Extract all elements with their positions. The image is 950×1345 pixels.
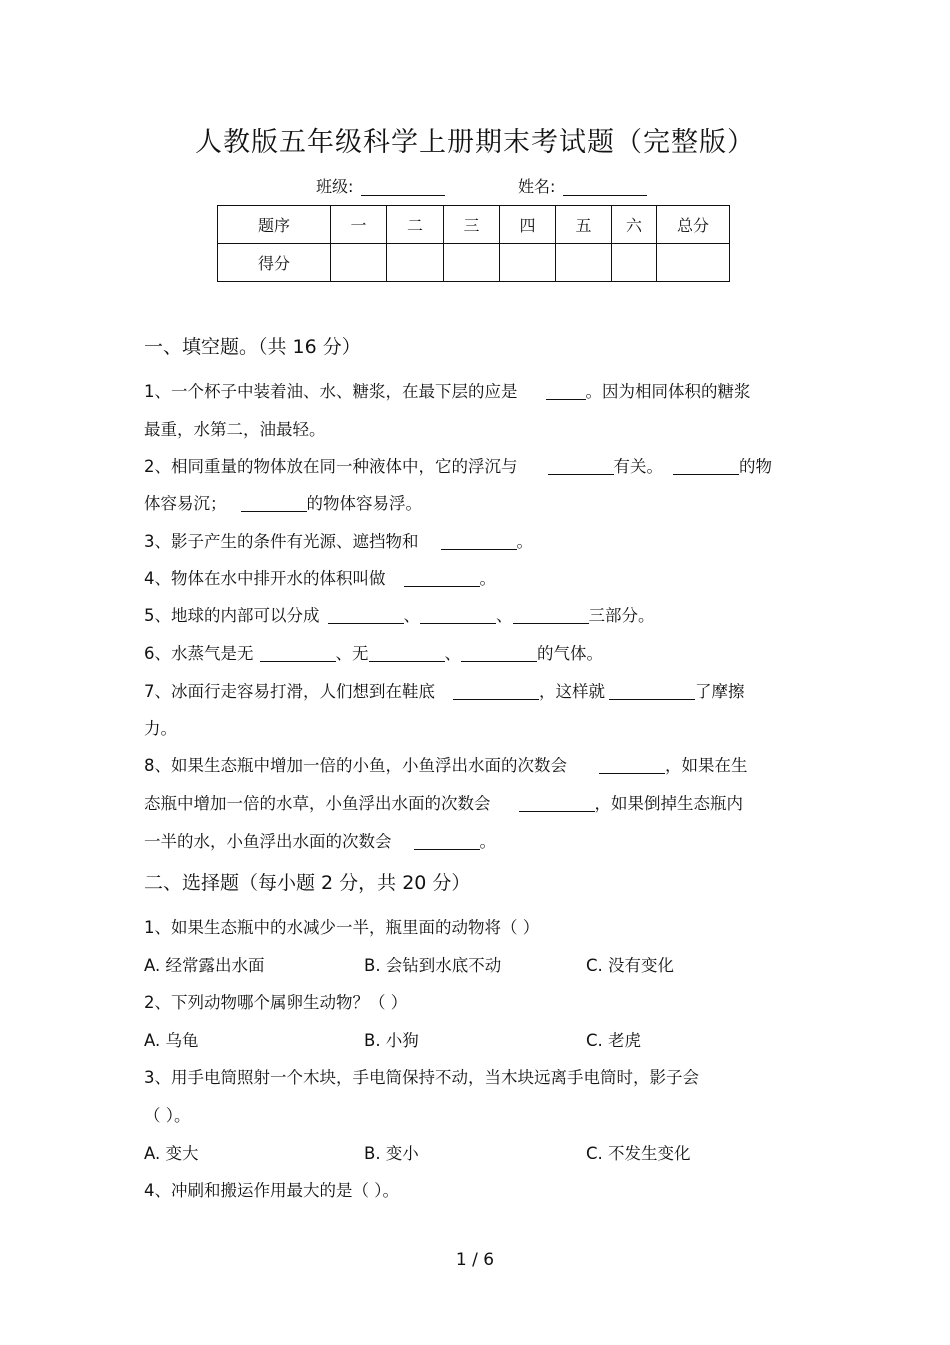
answer-blank[interactable] [519,795,595,812]
mc-q1-option-c[interactable]: C. 没有变化 [586,956,675,975]
q7-line2: 力。 [144,719,177,738]
answer-blank[interactable] [441,533,517,550]
mc-q1-option-a[interactable]: A. 经常露出水面 [144,956,265,975]
answer-blank[interactable] [548,458,614,475]
q2-line2: 体容易沉； 的物体容易浮。 [144,494,422,513]
q6-line: 6、水蒸气是无 、无 、 的气体。 [144,644,603,663]
answer-blank[interactable] [461,645,537,662]
q1-line2: 最重，水第二，油最轻。 [144,420,326,439]
mc-q3-stem-cont: （ ）。 [144,1106,191,1125]
answer-blank[interactable] [546,383,586,400]
q8-line2: 态瓶中增加一倍的水草，小鱼浮出水面的次数会 ，如果倒掉生态瓶内 [144,794,743,813]
score-table [217,205,730,282]
score-header-cell: 总分 [657,206,730,244]
name-blank[interactable] [563,179,647,196]
q5-line: 5、地球的内部可以分成 、 、 三部分。 [144,606,655,625]
answer-blank[interactable] [453,683,539,700]
answer-blank[interactable] [673,458,739,475]
score-header-cell: 三 [444,206,500,244]
score-cell[interactable] [657,244,730,282]
score-cell[interactable] [556,244,612,282]
mc-q2-option-a[interactable]: A. 乌龟 [144,1031,199,1050]
score-cell[interactable] [387,244,444,282]
q3-line: 3、影子产生的条件有光源、遮挡物和 。 [144,532,533,551]
mc-q1-option-b[interactable]: B. 会钻到水底不动 [364,956,502,975]
answer-blank[interactable] [241,495,307,512]
q8-line1: 8、如果生态瓶中增加一倍的小鱼，小鱼浮出水面的次数会 ，如果在生 [144,756,748,775]
answer-blank[interactable] [414,833,480,850]
q7-line1: 7、冰面行走容易打滑，人们想到在鞋底 ，这样就 了摩擦 [144,682,745,701]
mc-q1-stem: 1、如果生态瓶中的水减少一半，瓶里面的动物将（ ） [144,918,540,937]
answer-blank[interactable] [404,570,480,587]
q1-line1: 1、一个杯子中装着油、水、糖浆，在最下层的应是 。因为相同体积的糖浆 [144,382,751,401]
q2-line1: 2、相同重量的物体放在同一种液体中，它的浮沉与 有关。 的物 [144,457,772,476]
name-field [518,174,647,197]
mc-q2-stem: 2、下列动物哪个属卵生动物？（ ） [144,993,408,1012]
class-blank[interactable] [361,179,445,196]
score-cell[interactable] [331,244,387,282]
mc-q2-option-c[interactable]: C. 老虎 [586,1031,642,1050]
mc-q4-stem: 4、冲刷和搬运作用最大的是（ ）。 [144,1181,399,1200]
answer-blank[interactable] [260,645,336,662]
score-header-cell: 题序 [218,206,331,244]
mc-q2-option-b[interactable]: B. 小狗 [364,1031,419,1050]
score-cell[interactable] [444,244,500,282]
answer-blank[interactable] [599,757,665,774]
q8-line3: 一半的水，小鱼浮出水面的次数会 。 [144,832,496,851]
mc-q3-stem: 3、用手电筒照射一个木块，手电筒保持不动，当木块远离手电筒时，影子会 [144,1068,699,1087]
answer-blank[interactable] [609,683,695,700]
score-cell[interactable] [612,244,657,282]
answer-blank[interactable] [328,607,404,624]
q4-line: 4、物体在水中排开水的体积叫做 。 [144,569,496,588]
exam-title: 人教版五年级科学上册期末考试题（完整版） [195,127,755,158]
answer-blank[interactable] [420,607,496,624]
mc-q3-option-b[interactable]: B. 变小 [364,1144,419,1163]
score-table-header-row [218,206,730,244]
score-row-label: 得分 [218,244,331,282]
answer-blank[interactable] [369,645,445,662]
mc-q3-option-c[interactable]: C. 不发生变化 [586,1144,691,1163]
score-header-cell: 一 [331,206,387,244]
section2-heading: 二、选择题（每小题 2 分，共 20 分） [144,872,471,894]
name-label: 姓名: [518,177,556,196]
mc-q3-option-a[interactable]: A. 变大 [144,1144,199,1163]
score-header-cell: 二 [387,206,444,244]
class-field [316,174,445,197]
score-header-cell: 五 [556,206,612,244]
class-label: 班级: [316,177,354,196]
section1-heading: 一、填空题。（共 16 分） [144,336,361,358]
score-cell[interactable] [500,244,556,282]
score-header-cell: 六 [612,206,657,244]
page-number: 1 / 6 [455,1250,495,1270]
answer-blank[interactable] [513,607,589,624]
score-header-cell: 四 [500,206,556,244]
score-table-score-row [218,244,730,282]
